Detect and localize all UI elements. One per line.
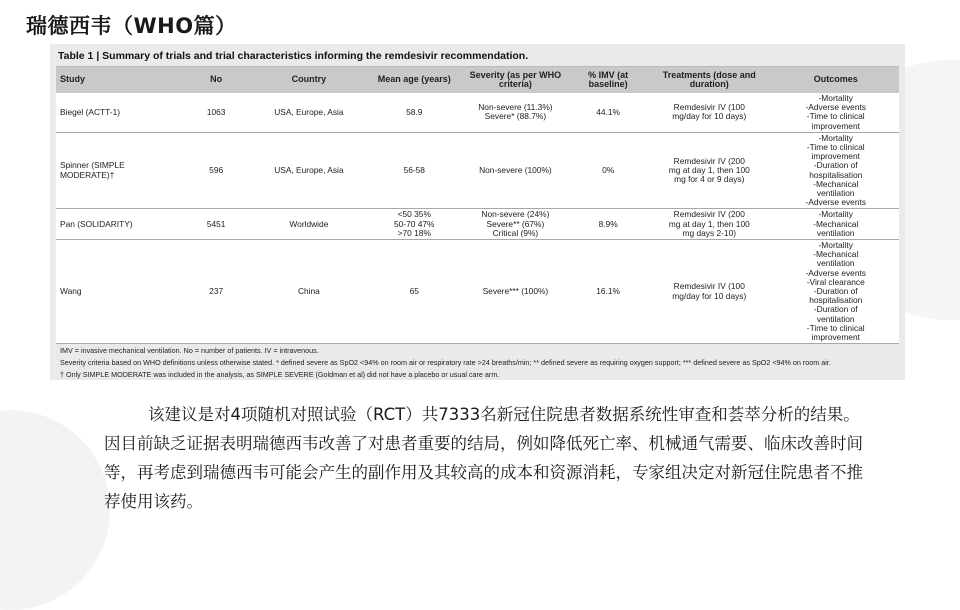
cell-country: USA, Europe, Asia [250,132,368,209]
cell-severity-line: Non-severe (100%) [479,165,552,176]
cell-outcomes-line: hospitalisation [809,295,863,306]
header-severity: Severity (as per WHO criteria) [461,67,571,93]
header-mean-age: Mean age (years) [368,67,461,93]
cell-severity-line: Non-severe (11.3%) [478,102,553,113]
cell-country: USA, Europe, Asia [250,93,368,132]
cell-outcomes-line: improvement [811,151,860,162]
cell-imv: 16.1% [570,240,646,344]
cell-severity-line: Severe*** (100%) [482,286,549,297]
cell-outcomes-line: -Time to clinical [806,322,865,333]
cell-mean-age [368,209,461,240]
cell-no: 1063 [182,93,249,132]
cell-outcomes-line: -Duration of [813,160,858,171]
header-treatments: Treatments (dose and duration) [646,67,772,93]
cell-severity [461,132,571,209]
cell-severity [461,240,571,344]
cell-outcomes [772,209,899,240]
cell-severity-line: Critical (9%) [492,227,539,238]
cell-treatment-line: mg days 2-10) [682,227,737,238]
cell-treatment-line: Remdesivir IV (100 [673,102,745,113]
cell-study: Pan (SOLIDARITY) [56,209,182,240]
cell-outcomes-line: ventilation [816,313,855,324]
cell-outcomes [772,93,899,132]
cell-treatment [646,209,772,240]
table-row [56,132,899,209]
cell-severity [461,93,571,132]
cell-mean-age [368,132,461,209]
header-study: Study [56,67,182,93]
cell-outcomes-line: -Adverse events [805,197,866,208]
cell-no: 5451 [182,209,249,240]
cell-outcomes-line: -Mortality [818,132,853,143]
cell-severity-line: Severe** (67%) [486,218,545,229]
cell-no: 237 [182,240,249,344]
table-caption: Table 1 | Summary of trials and trial characteristics informing the remdesivir recommendation. [56,48,899,67]
cell-mean-age-line: 58.9 [406,106,423,117]
cell-imv: 8.9% [570,209,646,240]
cell-severity-line: Non-severe (24%) [481,209,550,220]
cell-treatment-line: mg/day for 10 days) [672,290,747,301]
cell-outcomes-line: improvement [811,332,860,343]
header-imv: % IMV (at baseline) [570,67,646,93]
cell-outcomes-line: -Mortality [818,240,853,251]
cell-outcomes-line: -Mechanical [813,218,859,229]
cell-mean-age [368,240,461,344]
cell-severity [461,209,571,240]
header-outcomes: Outcomes [772,67,899,93]
cell-treatment-line: mg at day 1, then 100 [668,218,750,229]
cell-treatment [646,132,772,209]
cell-outcomes-line: -Mechanical [813,178,859,189]
cell-outcomes-line: ventilation [816,258,855,269]
cell-treatment [646,93,772,132]
cell-mean-age-line: <50 35% [397,209,431,220]
cell-country: Worldwide [250,209,368,240]
cell-study: Wang [56,240,182,344]
cell-outcomes-line: -Adverse events [805,102,866,113]
cell-study: Biegel (ACTT-1) [56,93,182,132]
summary-paragraph: 该建议是对4项随机对照试验（RCT）共7333名新冠住院患者数据系统性审查和荟萃分析的结果。因目前缺乏证据表明瑞德西韦改善了对患者重要的结局，例如降低死亡率、机械通气需要、临床改善时间等，再考虑到瑞德西韦可能会产生的副作用及其较高的成本和资源消耗，专家组决定对新冠住院患者不推荐使用该药。 [104,405,863,511]
cell-severity-line: Severe* (88.7%) [484,111,547,122]
trials-table-figure [50,44,905,380]
cell-outcomes-line: -Mechanical [813,249,859,260]
cell-outcomes-line: -Time to clinical [806,142,865,153]
cell-study: Spinner (SIMPLE MODERATE)† [56,132,182,209]
cell-treatment [646,240,772,344]
table-row [56,240,899,344]
cell-no: 596 [182,132,249,209]
cell-outcomes-line: hospitalisation [809,169,863,180]
cell-outcomes-line: ventilation [816,227,855,238]
decorative-circle-left [0,410,110,610]
cell-mean-age-line: 65 [409,286,419,297]
footnote-severity: Severity criteria based on WHO definitions unless otherwise stated. * defined severe as SpO2 <94% on room air or respiratory rate >24 breaths/min; ** defined severe as requiring oxygen support; *** defined severe as SpO2 <94% on room air. [60,358,831,368]
header-no: No [182,67,249,93]
header-country: Country [250,67,368,93]
cell-treatment-line: mg/day for 10 days) [672,111,747,122]
cell-outcomes-line: -Mortality [818,93,853,103]
slide-title: 瑞德西韦（WHO篇） [26,14,237,38]
footnote-simple: † Only SIMPLE MODERATE was included in the analysis, as SIMPLE SEVERE (Goldman et al) did not have a placebo or usual care arm. [60,370,500,380]
table-header-row [56,67,899,93]
cell-treatment-line: mg for 4 or 9 days) [674,174,745,185]
cell-country: China [250,240,368,344]
table-row [56,209,899,240]
cell-imv: 44.1% [570,93,646,132]
cell-outcomes-line: ventilation [816,188,855,199]
cell-mean-age [368,93,461,132]
cell-treatment-line: Remdesivir IV (100 [673,281,745,292]
cell-outcomes-line: -Time to clinical [806,111,865,122]
cell-outcomes-line: -Mortality [818,209,853,220]
cell-outcomes-line: -Viral clearance [806,276,865,287]
table-row [56,93,899,132]
cell-outcomes-line: improvement [811,120,860,131]
cell-mean-age-line: >70 18% [397,227,431,238]
cell-outcomes-line: -Duration of [813,304,858,315]
cell-outcomes [772,132,899,209]
cell-outcomes-line: -Duration of [813,286,858,297]
cell-imv: 0% [570,132,646,209]
table-footnotes [56,344,899,379]
cell-mean-age-line: 50-70 47% [393,218,435,229]
cell-treatment-line: mg at day 1, then 100 [668,165,750,176]
trials-table [56,67,899,344]
cell-outcomes-line: -Adverse events [805,267,866,278]
cell-outcomes [772,240,899,344]
footnote-abbreviations: IMV = invasive mechanical ventilation. No = number of patients. IV = intravenous. [60,346,319,356]
cell-treatment-line: Remdesivir IV (200 [673,155,745,166]
cell-mean-age-line: 56-58 [403,165,425,176]
cell-treatment-line: Remdesivir IV (200 [673,209,745,220]
